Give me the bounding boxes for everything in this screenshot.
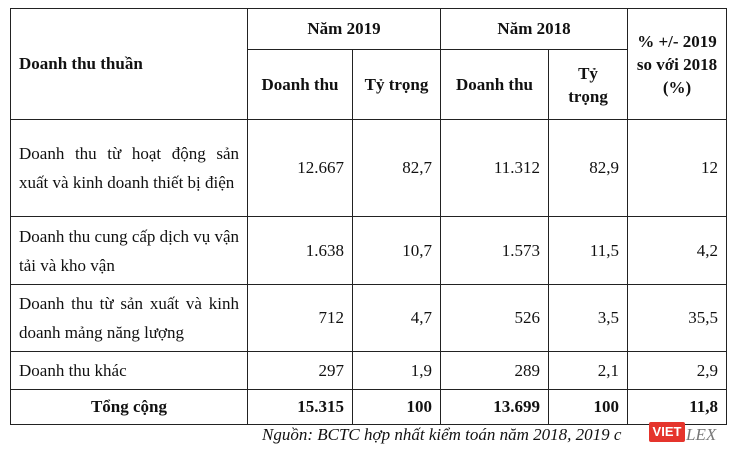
- revenue-2018-cell: 289: [441, 352, 549, 390]
- total-share-2018: 100: [549, 390, 628, 425]
- share-2019-cell: 82,7: [353, 120, 441, 217]
- row-label-header: Doanh thu thuần: [11, 9, 248, 120]
- year-2018-header: Năm 2018: [441, 9, 628, 50]
- table-row: [11, 217, 727, 285]
- logo-tail-text: LEX: [686, 425, 717, 444]
- total-revenue-2019: 15.315: [248, 390, 353, 425]
- share-2018-cell: 3,5: [549, 285, 628, 352]
- total-label: Tổng cộng: [11, 390, 248, 425]
- revenue-2018-cell: 1.573: [441, 217, 549, 285]
- revenue-2019-cell: 12.667: [248, 120, 353, 217]
- change-cell: 2,9: [628, 352, 727, 390]
- row-label: Doanh thu khác: [11, 352, 248, 390]
- share-2019-cell: 10,7: [353, 217, 441, 285]
- total-revenue-2018: 13.699: [441, 390, 549, 425]
- share-2019-cell: 4,7: [353, 285, 441, 352]
- change-header: % +/- 2019 so với 2018 (%): [628, 9, 727, 120]
- share-2019-cell: 1,9: [353, 352, 441, 390]
- table-row: [11, 120, 727, 217]
- row-label: Doanh thu từ hoạt động sản xuất và kinh doanh thiết bị điện: [11, 120, 248, 217]
- source-note: Nguồn: BCTC hợp nhất kiểm toán năm 2018, 2019 c: [262, 425, 622, 444]
- change-cell: 4,2: [628, 217, 727, 285]
- total-change: 11,8: [628, 390, 727, 425]
- revenue-2019-cell: 1.638: [248, 217, 353, 285]
- revenue-2018-cell: 526: [441, 285, 549, 352]
- change-cell: 35,5: [628, 285, 727, 352]
- total-share-2019: 100: [353, 390, 441, 425]
- table-row: [11, 352, 727, 390]
- revenue-2019-cell: 297: [248, 352, 353, 390]
- total-row: [11, 390, 727, 425]
- revenue-2019-header: Doanh thu: [248, 50, 353, 120]
- revenue-2019-cell: 712: [248, 285, 353, 352]
- share-2018-cell: 2,1: [549, 352, 628, 390]
- change-cell: 12: [628, 120, 727, 217]
- row-label: Doanh thu từ sản xuất và kinh doanh mảng năng lượng: [11, 285, 248, 352]
- share-2018-header: Tỷ trọng: [549, 50, 628, 120]
- share-2018-cell: 11,5: [549, 217, 628, 285]
- revenue-2018-cell: 11.312: [441, 120, 549, 217]
- year-2019-header: Năm 2019: [248, 9, 441, 50]
- share-2018-cell: 82,9: [549, 120, 628, 217]
- viet-logo: VIET: [649, 422, 685, 442]
- row-label: Doanh thu cung cấp dịch vụ vận tải và kho vận: [11, 217, 248, 285]
- revenue-2018-header: Doanh thu: [441, 50, 549, 120]
- revenue-table: [10, 8, 727, 425]
- header-row-years: [11, 9, 727, 50]
- share-2019-header: Tỷ trọng: [353, 50, 441, 120]
- table-row: [11, 285, 727, 352]
